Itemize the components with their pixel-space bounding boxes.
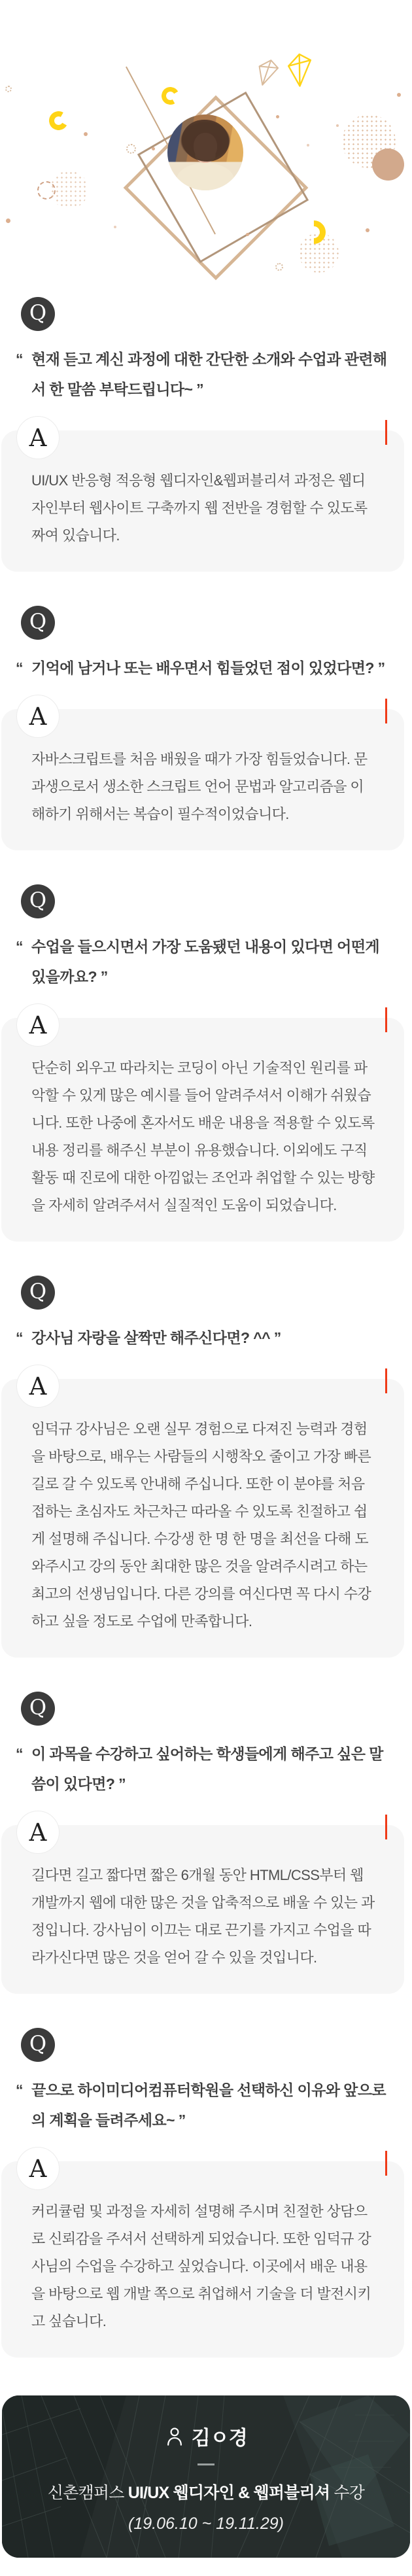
dotted-ring-small xyxy=(275,263,283,271)
dot xyxy=(307,144,309,147)
open-quote: “ xyxy=(16,351,23,368)
solid-circle xyxy=(372,148,404,181)
a-icon xyxy=(16,1003,60,1047)
summary-card xyxy=(2,2395,410,2558)
dot xyxy=(84,132,88,136)
dotted-ring-top-left xyxy=(5,86,12,92)
qa-block-1 xyxy=(0,297,412,572)
crescent-icon-top xyxy=(160,85,181,107)
question-text: “ 강사님 자랑을 살짝만 해주신다면? ^^ ” xyxy=(0,1323,394,1353)
q-icon xyxy=(21,884,55,918)
q-icon xyxy=(21,297,55,331)
open-quote: “ xyxy=(16,1329,23,1346)
course-divider xyxy=(197,2463,215,2465)
name-row xyxy=(2,2422,410,2450)
q-letter: Q xyxy=(29,2031,47,2056)
card-content xyxy=(2,2395,410,2533)
course-name: UI/UX 웹디자인 & 웹퍼블리셔 xyxy=(128,2484,330,2502)
accent-line xyxy=(385,2151,387,2176)
q-letter: Q xyxy=(29,1279,47,1304)
course-line xyxy=(2,2480,410,2503)
qa-block-2 xyxy=(0,606,412,850)
question-text: “ 끝으로 하이미디어컴퓨터학원을 선택하신 이유와 앞으로의 계획을 들려주세요~ ” xyxy=(0,2075,394,2135)
open-quote: “ xyxy=(16,1745,23,1762)
q-icon xyxy=(21,1692,55,1726)
accent-line xyxy=(385,420,387,445)
course-suffix: 수강 xyxy=(330,2484,365,2502)
answer-text: 커리큘럼 및 과정을 자세히 설명해 주시며 친절한 상담으로 신뢰감을 주셔서 선택하게 되었습니다. 또한 임덕규 강사님의 수업을 수강하고 싶었습니다. 이곳에서 배운 내용을 바탕으로 웹 개발 쪽으로 취업해서 기술을 더 발전시키고 싶습니다. xyxy=(1,2161,404,2358)
accent-line xyxy=(385,1815,387,1839)
dot xyxy=(114,226,116,228)
answer-text: 길다면 길고 짧다면 짧은 6개월 동안 HTML/CSS부터 웹 개발까지 웹에 대한 많은 것을 압축적으로 배울 수 있는 과정입니다. 강사님이 이끄는 대로 끈기를 가지고 수업을 따라가신다면 많은 것을 얻어 갈 수 있을 것입니다. xyxy=(1,1825,404,1994)
dot xyxy=(397,93,401,97)
qa-section xyxy=(0,281,412,2358)
course-period: (19.06.10 ~ 19.11.29) xyxy=(128,2515,284,2533)
accent-line xyxy=(385,1007,387,1032)
answer-text: 임덕규 강사님은 오랜 실무 경험으로 다져진 능력과 경험을 바탕으로, 배우는 사람들의 시행착오 줄이고 가장 빠른 길로 갈 수 있도록 안내해 주십니다. 또한 이 분야를 처음 접하는 초심자도 차근차근 따라올 수 있도록 친절하고 쉽게 설명해 주십니다. 수강생 한 명 한 명을 최선을 다해 도와주시고 강의 동안 최대한 많은 것을 알려주시려고 하는 최고의 선생님입니다. 다른 강의를 여신다면 꼭 다시 수강하고 싶을 정도로 수업에 만족합니다. xyxy=(1,1379,404,1658)
qa-block-4 xyxy=(0,1276,412,1658)
q-icon xyxy=(21,606,55,640)
qa-block-5 xyxy=(0,1692,412,1994)
dot xyxy=(6,218,10,223)
qa-block-6 xyxy=(0,2028,412,2358)
a-letter: A xyxy=(29,1011,47,1039)
open-quote: “ xyxy=(16,659,23,676)
a-letter: A xyxy=(29,1818,47,1847)
gem-icon-yellow xyxy=(279,50,317,90)
a-letter: A xyxy=(29,2154,47,2183)
dot xyxy=(246,233,249,236)
dot xyxy=(276,115,279,118)
answer-text: 단순히 외우고 따라치는 코딩이 아닌 기술적인 원리를 파악할 수 있게 많은 예시를 들어 알려주셔서 이해가 쉬웠습니다. 또한 나중에 혼자서도 배운 내용을 적용할 수 있도록 내용 정리를 해주신 부분이 유용했습니다. 이외에도 구직활동 때 진로에 대한 아낌없는 조언과 취업할 수 있는 방향을 자세히 알려주셔서 실질적인 도움이 되었습니다. xyxy=(1,1018,404,1242)
question-text: “ 이 과목을 수강하고 싶어하는 학생들에게 해주고 싶은 말씀이 있다면? ” xyxy=(0,1739,394,1799)
qa-block-3 xyxy=(0,884,412,1242)
q-letter: Q xyxy=(29,888,47,913)
course-campus: 신촌캠퍼스 xyxy=(47,2484,128,2502)
dotted-ring-mid xyxy=(126,144,136,154)
answer-text: UI/UX 반응형 적응형 웹디자인&웹퍼블리셔 과정은 웹디자인부터 웹사이트 구축까지 웹 전반을 경험할 수 있도록 짜여 있습니다. xyxy=(1,430,404,572)
answer-panel xyxy=(0,1818,412,1994)
question-text: “ 기억에 남거나 또는 배우면서 힘들었던 점이 있었다면? ” xyxy=(0,653,394,683)
answer-panel xyxy=(0,1011,412,1242)
q-letter: Q xyxy=(29,609,47,634)
open-quote: “ xyxy=(16,2081,23,2098)
intro-art xyxy=(0,0,412,281)
a-letter: A xyxy=(29,702,47,731)
question-text: “ 수업을 들으시면서 가장 도움됐던 내용이 있다면 어떤게 있을까요? ” xyxy=(0,931,394,992)
a-letter: A xyxy=(29,1372,47,1401)
gem-icon-tan xyxy=(250,55,281,90)
dot xyxy=(366,228,369,232)
a-letter: A xyxy=(29,423,47,452)
a-icon xyxy=(16,416,60,459)
student-name: 김ㅇ경 xyxy=(191,2428,248,2449)
accent-line xyxy=(385,1368,387,1393)
a-icon xyxy=(16,695,60,738)
a-icon xyxy=(16,2147,60,2190)
person-icon xyxy=(165,2426,184,2446)
open-quote: “ xyxy=(16,938,23,955)
photo-hair xyxy=(182,120,229,162)
q-letter: Q xyxy=(29,1695,47,1720)
dashed-circle xyxy=(37,181,56,200)
answer-panel xyxy=(0,702,412,850)
dot xyxy=(152,147,155,150)
answer-panel xyxy=(0,1372,412,1658)
q-icon xyxy=(21,2028,55,2062)
photo-sweater xyxy=(177,163,234,190)
dot xyxy=(336,124,339,127)
a-icon xyxy=(16,1365,60,1408)
q-icon xyxy=(21,1276,55,1310)
answer-panel xyxy=(0,2154,412,2358)
answer-text: 자바스크립트를 처음 배웠을 때가 가장 힘들었습니다. 문과생으로서 생소한 스크립트 언어 문법과 알고리즘을 이해하기 위해서는 복습이 필수적이었습니다. xyxy=(1,709,404,850)
answer-panel xyxy=(0,423,412,572)
accent-line xyxy=(385,699,387,723)
crescent-icon-left xyxy=(47,109,71,133)
student-photo xyxy=(167,114,243,190)
q-letter: Q xyxy=(29,300,47,325)
halftone-circle-left xyxy=(50,171,88,209)
a-icon xyxy=(16,1811,60,1854)
question-text: “ 현재 듣고 계신 과정에 대한 간단한 소개와 수업과 관련해서 한 말씀 부탁드립니다~ ” xyxy=(0,344,394,404)
